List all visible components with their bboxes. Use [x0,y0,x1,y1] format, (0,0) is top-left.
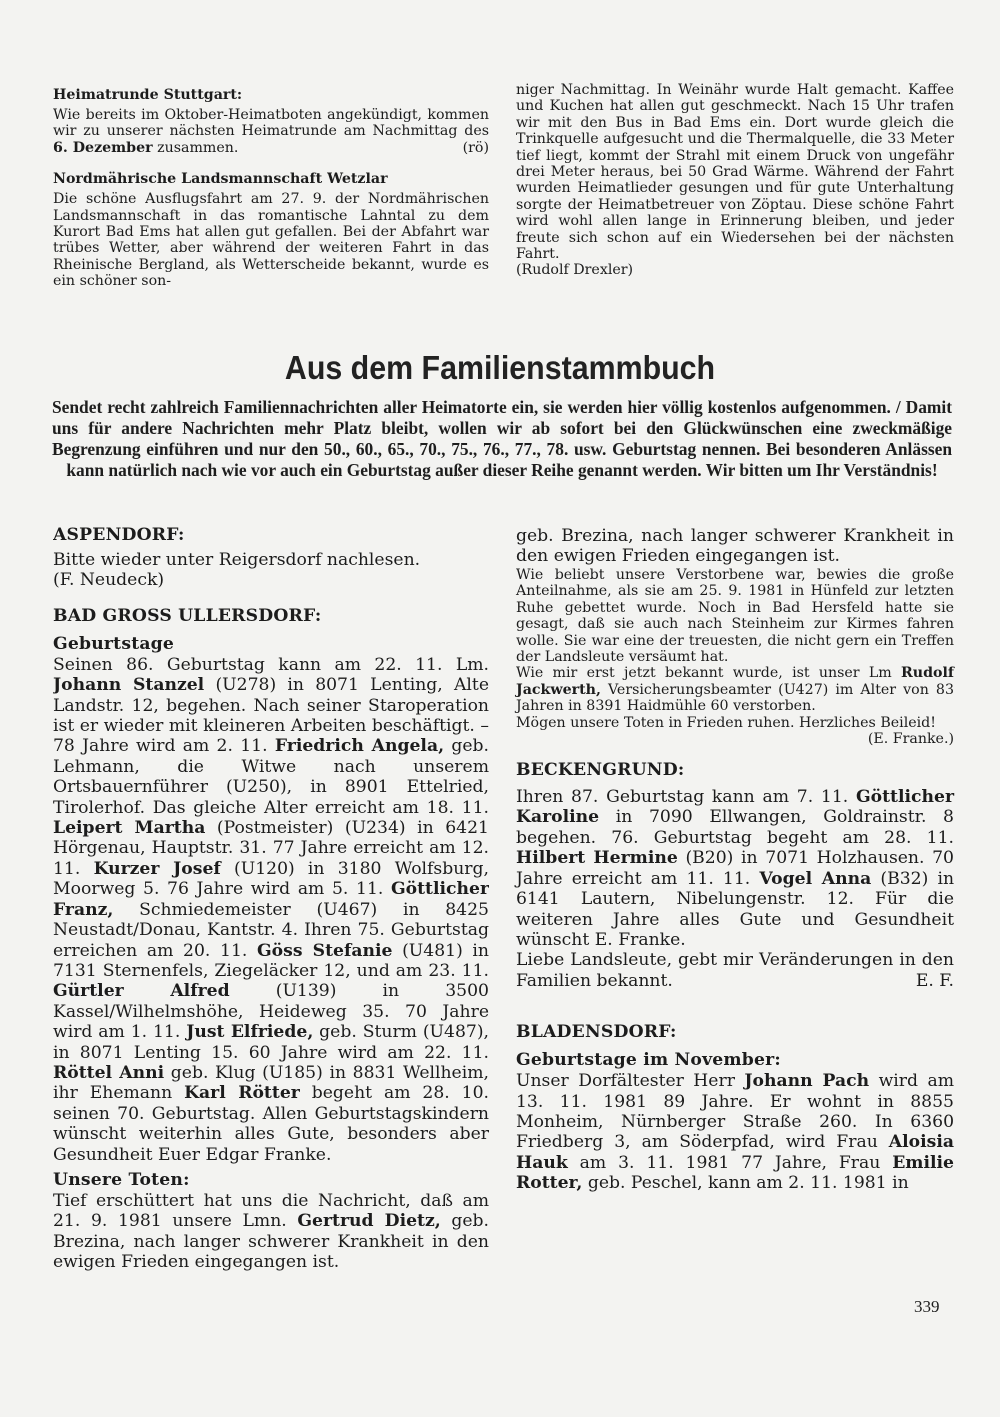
left-column [53,524,489,1273]
paragraph-beckengrund-closing: Liebe Landsleute, gebt mir Veränderungen in den Familien bekannt. E. F. [516,950,954,991]
page-number: 339 [914,1297,940,1316]
signature-drexler: (Rudolf Drexler) [516,262,634,279]
heading-bladensdorf: BLADENSDORF: [516,1022,677,1043]
bold-name: Göttlicher Karoline [516,787,954,828]
heading-wetzlar: Nordmährische Landsmannschaft Wetzlar [53,171,388,188]
signature-ro: (rö) [462,139,489,156]
signature-ef: E. F. [915,970,954,991]
heading-stuttgart: Heimatrunde Stuttgart: [53,87,243,103]
paragraph-aspendorf: Bitte wieder unter Reigersdorf nachlesen. [53,550,421,570]
bold-name: Gürtler Alfred [53,981,230,1002]
bold-name: Rudolf Jackwerth, [516,665,954,698]
bold-name: Aloisia Hauk [516,1132,954,1173]
paragraph-stuttgart: Wie bereits im Oktober-Heimatboten angekündigt, kommen wir zu unserer nächsten Heimatrunde am Nachmittag des 6. Dezember zusammen. (rö) [53,107,489,156]
bold-name: Gertrud Dietz, [297,1211,441,1232]
subheading-geburtstage-november: Geburtstage im November: [516,1050,781,1071]
heading-aspendorf: ASPENDORF: [53,525,185,545]
bold-name: Emilie Rotter, [516,1152,954,1194]
heading-bad-gross-ullersdorf: BAD GROSS ULLERSDORF: [53,605,322,626]
bold-name: Leipert Martha [53,818,206,839]
deaths-continuation-placeholder: geb. Brezina, nach langer schwerer Krankheit in den ewigen Frieden eingegangen ist. [516,526,954,567]
bold-name: Johann Pach [744,1071,870,1092]
right-column [516,526,954,1194]
bold-name: Karl Rötter [184,1083,300,1104]
signature-franke: (E. Franke.) [867,731,954,748]
signature-neudeck: (F. Neudeck) [53,570,165,591]
top-right-column [516,82,954,279]
paragraph-deaths-small-2: Wie mir erst jetzt bekannt wurde, ist unser Lm Rudolf Jackwerth, Versicherungsbeamter (U427) im Alter von 83 Jahren in 8391 Haidmühle 60 verstorben. [516,665,954,715]
section-title: Aus dem Familienstammbuch [284,349,716,386]
paragraph-beckengrund: Ihren 87. Geburtstag kann am 7. 11. Göttlicher Karoline in 7090 Ellwangen, Goldrainstr. 8 begehen. 76. Geburtstag begeht am 28. 11. Hilbert Hermine (B20) in 7071 Holzhausen. 70 Jahre erreicht am 11. 11. Vogel Anna (B32) in 6141 Lautern, Nibelungenstr. 12. Für die weiteren Jahre alles Gute und Gesundheit wünscht E. Franke. [516,787,955,950]
bold-name: Vogel Anna [759,868,872,889]
bold-name: Göss Stefanie [257,940,393,961]
bold-name: Hilbert Hermine [516,848,678,869]
bold-name: Friedrich Angela, [274,736,445,757]
paragraph-deaths-small-1: Wie beliebt unsere Verstorbene war, bewies die große Anteilnahme, als sie am 25. 9. 1981 in Hünfeld zur letzten Ruhe gebettet wurde. Noch in Bad Hersfeld hatte sie gesagt, daß sie auch nach Steinheim zur Kirmes fahren wolle. Sie war eine der treuesten, die nicht gern ein Treffen der Landsleute versäumt hat. [516,567,954,666]
bold-name: Kurzer Josef [93,858,221,879]
subheading-geburtstage: Geburtstage [53,633,175,654]
paragraph-deaths-large: Tief erschüttert hat uns die Nachricht, daß am 21. 9. 1981 unsere Lmn. Gertrud Dietz, geb. Brezina, nach langer schwerer Krankheit in den ewigen Frieden eingegangen ist. [53,1190,489,1273]
top-left-column [53,86,489,290]
paragraph-wetzlar-continued: niger Nachmittag. In Weinähr wurde Halt gemacht. Kaffee und Kuchen hat allen gut geschmeckt. Nach 15 Uhr trafen wir mit den Bus in Bad Ems ein. Dort wurde gleich die Trinkquelle aufgesucht und die Thermalquelle, die 33 Meter tief liegt, kommt der Strahl mit einem Druck von ungefähr drei Meter heraus, bei 50 Grad Wärme. Während der Fahrt wurden Heimatlieder gesungen und für gute Unterhaltung sorgte der Heimatbetreuer von Zöptau. Diese schöne Fahrt wird wohl allen lange in Erinnerung bleiben, und jeder freute sich schon auf ein Wiedersehen bei der nächsten Fahrt. [516,82,954,263]
heading-beckengrund: BECKENGRUND: [516,760,685,781]
paragraph-wetzlar: Die schöne Ausflugsfahrt am 27. 9. der Nordmährischen Landsmannschaft in das romantische Lahntal zu dem Kurort Bad Ems hat allen gut gefallen. Bei der Abfahrt war trübes Wetter, aber während der weiteren Fahrt in das Rheinische Bergland, als Wetterscheide bekannt, wurde es ein schöner son- [53,191,489,290]
paragraph-birthdays: Seinen 86. Geburtstag kann am 22. 11. Lm. Johann Stanzel (U278) in 8071 Lenting, Alte Landstr. 12, begehen. Nach seiner Staroperation ist er wieder mit kleineren Arbeiten beschäftigt. – 78 Jahre wird am 2. 11. Friedrich Angela, geb. Lehmann, die Witwe nach unserem Ortsbauernführer (U250), in 8901 Ettelried, Tirolerhof. Das gleiche Alter erreicht am 18. 11. Leipert Martha (Postmeister) (U234) in 6421 Hörgenau, Hauptstr. 31. 77 Jahre erreicht am 12. 11. Kurzer Josef (U120) in 3180 Wolfsburg, Moorweg 5. 76 Jahre wird am 5. 11. Göttlicher Franz, Schmiedemeister (U467) in 8425 Neustadt/Donau, Kantstr. 4. Ihren 75. Geburtstag erreichen am 20. 11. Göss Stefanie (U481) in 7131 Sternenfels, Ziegeläcker 12, und am 23. 11. Gürtler Alfred (U139) in 3500 Kassel/Wilhelmshöhe, Heideweg 35. 70 Jahre wird am 1. 11. Just Elfriede, geb. Sturm (U487), in 8071 Lenting 15. 60 Jahre wird am 22. 11. Röttel Anni geb. Klug (U185) in 8831 Wellheim, ihr Ehemann Karl Rötter begeht am 28. 10. seinen 70. Geburtstag. Allen Geburtstagskindern wünscht weiterhin alles Gute, besonders aber Gesundheit Euer Edgar Franke. [53,654,489,1165]
paragraph-bladensdorf: Unser Dorfältester Herr Johann Pach wird am 13. 11. 1981 89 Jahre. Er wohnt in 8855 Monheim, Nürnberger Straße 260. In 6360 Friedberg 3, am Söderpfad, wird Frau Aloisia Hauk am 3. 11. 1981 77 Jahre, Frau Emilie Rotter, geb. Peschel, kann am 2. 11. 1981 in [516,1071,955,1194]
bold-name: Röttel Anni [53,1062,165,1083]
paragraph-deaths-small-3: Mögen unsere Toten in Frieden ruhen. Herzliches Beileid! (E. Franke.) [516,714,954,748]
subheading-unsere-toten: Unsere Toten: [53,1169,190,1190]
bold-name: Göttlicher Franz, [53,879,489,920]
bold-name: Just Elfriede, [186,1022,314,1043]
section-intro: Sendet recht zahlreich Familiennachrichten aller Heimatorte ein, sie werden hier völlig kostenlos aufgenommen. / Damit uns für andere Nachrichten mehr Platz bleibt, wollen wir ab sofort bei den Glückwünschen eine zweckmäßige Begrenzung einführen und nur den 50., 60., 65., 70., 75., 76., 77., 78. usw. Geburtstag nennen. Bei besonderen Anlässen kann natürlich nach wie vor auch ein Geburtstag außer dieser Reihe genannt werden. Wir bitten um Ihr Verständnis! [52,397,952,480]
bold-name: Johann Stanzel [53,675,205,696]
